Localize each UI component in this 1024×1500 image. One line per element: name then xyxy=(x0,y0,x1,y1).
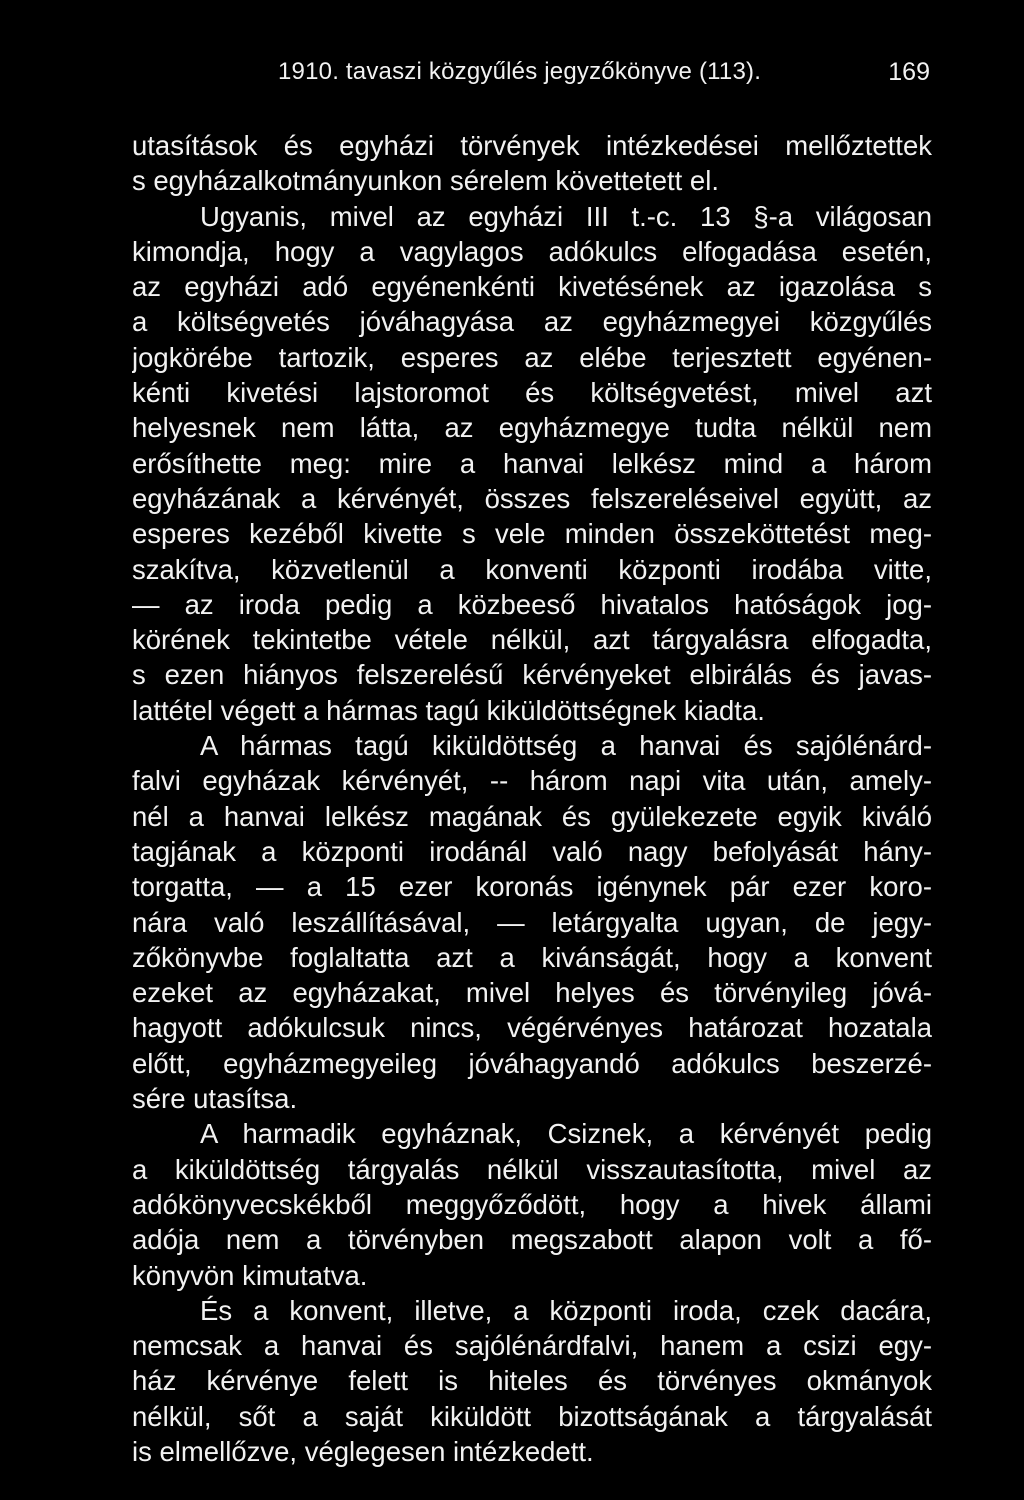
text-line: adója nem a törvényben megszabott alapon volt a fő- xyxy=(132,1224,932,1256)
text-line: is elmellőzve, véglegesen intézkedett. xyxy=(132,1435,594,1467)
text-line: kimondja, hogy a vagylagos adókulcs elfogadása esetén, xyxy=(132,235,932,267)
text-line: körének tekintetbe vétele nélkül, azt tárgyalásra elfogadta, xyxy=(132,624,932,656)
paragraph-start-line: Ugyanis, mivel az egyházi III t.-c. 13 §-a világosan xyxy=(200,200,932,232)
text-line: tagjának a központi irodánál való nagy befolyását hány- xyxy=(132,835,932,867)
text-line: — az iroda pedig a közbeeső hivatalos hatóságok jog- xyxy=(132,588,932,620)
page-header xyxy=(278,58,930,98)
text-line: s ezen hiányos felszerelésű kérvényeket elbirálás és javas- xyxy=(132,659,932,691)
text-line: zőkönyvbe foglaltatta azt a kivánságát, hogy a konvent xyxy=(132,941,932,973)
text-line: hagyott adókulcsuk nincs, végérvényes határozat hozatala xyxy=(132,1012,932,1044)
page-number: 169 xyxy=(888,58,930,86)
text-line: helyesnek nem látta, az egyházmegye tudta nélkül nem xyxy=(132,412,932,444)
text-line: adókönyvecskékből meggyőződött, hogy a hivek állami xyxy=(132,1188,932,1220)
text-line: nemcsak a hanvai és sajólénárdfalvi, hanem a csizi egy- xyxy=(132,1330,932,1362)
text-line: ezeket az egyházakat, mivel helyes és törvényileg jóvá- xyxy=(132,977,932,1009)
header-title: 1910. tavaszi közgyűlés jegyzőkönyve (113). xyxy=(278,58,762,85)
text-line: nélkül, sőt a saját kiküldött bizottságának a tárgyalását xyxy=(132,1400,932,1432)
text-line: esperes kezéből kivette s vele minden összeköttetést meg- xyxy=(132,518,932,550)
text-line: egyházának a kérvényét, összes felszereléseivel együtt, az xyxy=(132,482,932,514)
paragraph-start-line: A harmadik egyháznak, Csiznek, a kérvényét pedig xyxy=(200,1118,932,1150)
text-line: sére utasítsa. xyxy=(132,1083,298,1115)
text-line: falvi egyházak kérvényét, -- három napi vita után, amely- xyxy=(132,765,932,797)
text-line: torgatta, — a 15 ezer koronás igénynek pár ezer koro- xyxy=(132,871,932,903)
text-line: az egyházi adó egyénenkénti kivetésének az igazolása s xyxy=(132,271,932,303)
text-line: szakítva, közvetlenül a konventi központi irodába vitte, xyxy=(132,553,932,585)
paragraph-start-line: A hármas tagú kiküldöttség a hanvai és sajólénárd- xyxy=(200,730,932,762)
text-line: könyvön kimutatva. xyxy=(132,1259,368,1291)
text-line: s egyházalkotmányunkon sérelem követtetett el. xyxy=(132,165,719,197)
paragraph-start-line: És a konvent, illetve, a központi iroda, czek dacára, xyxy=(200,1294,932,1326)
text-line: a költségvetés jóváhagyása az egyházmegyei közgyűlés xyxy=(132,306,932,338)
text-line: nél a hanvai lelkész magának és gyülekezete egyik kiváló xyxy=(132,800,932,832)
text-line: előtt, egyházmegyeileg jóváhagyandó adókulcs beszerzé- xyxy=(132,1047,932,1079)
body-text xyxy=(132,128,932,1469)
text-line: lattétel végett a hármas tagú kiküldöttségnek kiadta. xyxy=(132,694,765,726)
text-line: kénti kivetési lajstoromot és költségvetést, mivel azt xyxy=(132,377,932,409)
text-line: utasítások és egyházi törvények intézkedései mellőztettek xyxy=(132,130,932,161)
text-line: ház kérvénye felett is hiteles és törvényes okmányok xyxy=(132,1365,932,1397)
text-line: jogkörébe tartozik, esperes az elébe terjesztett egyénen- xyxy=(132,341,932,373)
text-line: nára való leszállításával, — letárgyalta ugyan, de jegy- xyxy=(132,906,932,938)
text-line: erősíthette meg: mire a hanvai lelkész mind a három xyxy=(132,447,932,479)
text-line: a kiküldöttség tárgyalás nélkül visszautasította, mivel az xyxy=(132,1153,932,1185)
